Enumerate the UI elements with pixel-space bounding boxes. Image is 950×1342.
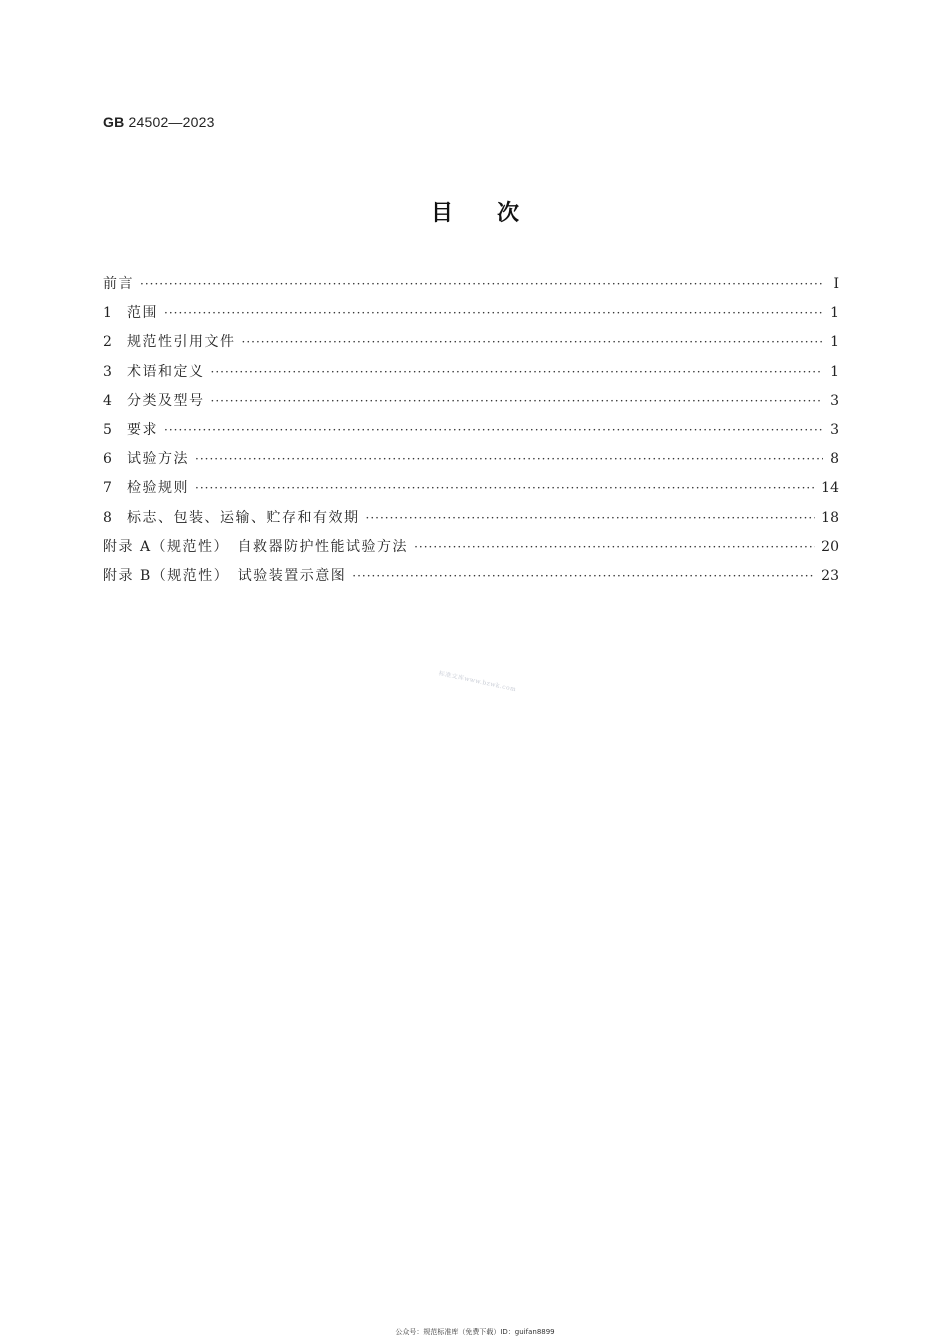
toc-entry-3[interactable] xyxy=(103,362,839,391)
toc-leader-dots xyxy=(414,537,815,557)
toc-entry-7[interactable] xyxy=(103,478,839,507)
toc-entry-page: Ⅰ xyxy=(833,276,839,292)
toc-entry-page: 1 xyxy=(830,334,839,351)
toc-entry-number: 5 xyxy=(103,421,112,438)
toc-entry-page: 3 xyxy=(830,421,839,438)
toc-entry-page: 14 xyxy=(821,480,839,497)
standard-number: 24502—2023 xyxy=(128,114,215,130)
toc-leader-dots xyxy=(366,508,816,528)
toc-leader-dots xyxy=(164,420,823,440)
toc-entry-label: 规范性引用文件 xyxy=(127,334,236,351)
toc-entry-page: 8 xyxy=(830,451,839,468)
toc-entry-4[interactable] xyxy=(103,391,839,420)
toc-leader-dots xyxy=(211,391,824,411)
toc-entry-label: 附录 B（规范性） 试验装置示意图 xyxy=(103,567,347,584)
toc-entry-number: 4 xyxy=(103,392,112,409)
toc-entry-label: 分类及型号 xyxy=(127,392,205,409)
toc-entry-label: 要求 xyxy=(127,421,158,438)
toc-entry-appendix-a[interactable] xyxy=(103,537,839,566)
toc-entry-2[interactable] xyxy=(103,332,839,361)
standard-code xyxy=(103,114,215,130)
toc-entry-label: 试验方法 xyxy=(127,451,189,468)
toc-entry-8[interactable] xyxy=(103,508,839,537)
toc-entry-label: 范围 xyxy=(127,305,158,322)
toc-entry-page: 18 xyxy=(821,509,839,526)
footer-note: 公众号：规范标准库（免费下载）ID：guifan8899 xyxy=(395,1328,555,1336)
toc-leader-dots xyxy=(195,478,815,498)
toc-entry-label: 标志、包装、运输、贮存和有效期 xyxy=(127,509,360,526)
toc-leader-dots xyxy=(140,274,823,294)
toc-entry-label: 检验规则 xyxy=(127,480,189,497)
toc-entry-appendix-b[interactable] xyxy=(103,566,839,595)
toc-entry-foreword[interactable] xyxy=(103,274,839,303)
toc-entry-6[interactable] xyxy=(103,449,839,478)
toc-leader-dots xyxy=(352,566,815,586)
table-of-contents xyxy=(103,274,839,595)
toc-entry-label: 前言 xyxy=(103,276,134,292)
toc-entry-page: 1 xyxy=(830,305,839,322)
toc-entry-page: 23 xyxy=(821,567,839,584)
toc-entry-1[interactable] xyxy=(103,303,839,332)
toc-entry-number: 8 xyxy=(103,509,112,526)
toc-entry-number: 3 xyxy=(103,363,112,380)
toc-entry-number: 7 xyxy=(103,480,112,497)
standard-prefix: GB xyxy=(103,114,125,130)
toc-entry-5[interactable] xyxy=(103,420,839,449)
toc-entry-label: 术语和定义 xyxy=(127,363,205,380)
toc-entry-page: 3 xyxy=(830,392,839,409)
toc-leader-dots xyxy=(164,303,823,323)
toc-leader-dots xyxy=(211,362,824,382)
watermark: 标准文库www.bzwk.com xyxy=(438,669,517,694)
toc-entry-number: 1 xyxy=(103,305,112,322)
toc-entry-number: 6 xyxy=(103,451,112,468)
toc-leader-dots xyxy=(242,332,824,352)
toc-entry-number: 2 xyxy=(103,334,112,351)
page-title: 目次 xyxy=(430,201,563,226)
toc-leader-dots xyxy=(195,449,823,469)
toc-entry-page: 20 xyxy=(821,538,839,555)
toc-entry-label: 附录 A（规范性） 自救器防护性能试验方法 xyxy=(103,538,409,555)
toc-entry-page: 1 xyxy=(830,363,839,380)
